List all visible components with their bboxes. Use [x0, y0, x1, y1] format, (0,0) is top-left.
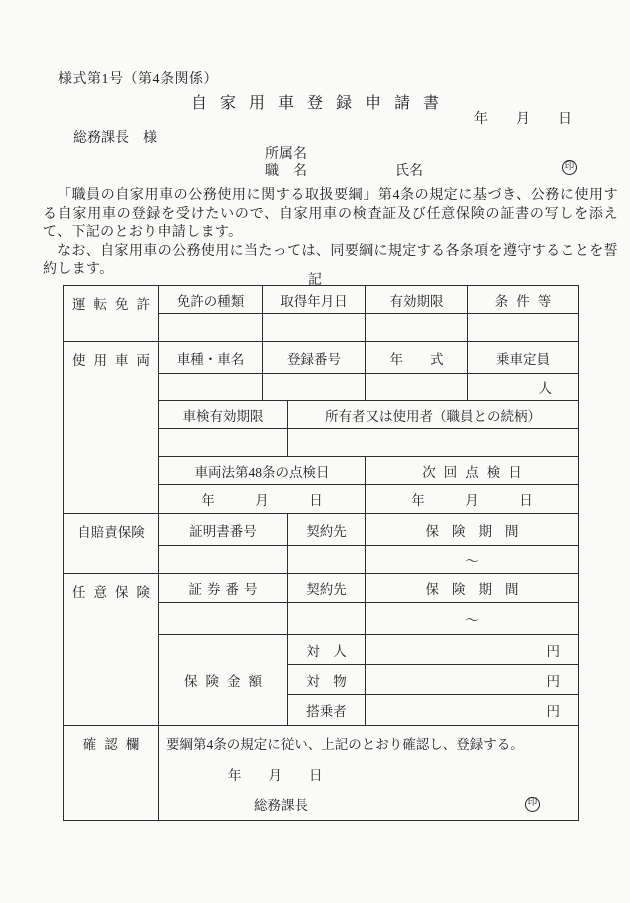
- input-cell-voluntary-contractor: [288, 603, 366, 635]
- header-license-conditions: 条件等: [468, 286, 579, 314]
- input-cell-policy-number: [159, 603, 288, 635]
- header-article48-inspection: 車両法第48条の点検日: [159, 457, 366, 485]
- label-property-damage: 対 物: [288, 665, 366, 695]
- header-owner-user: 所有者又は使用者（職員との続柄）: [288, 401, 579, 429]
- header-inspection-expiry: 車検有効期限: [159, 401, 288, 429]
- label-insurance-amount: 保険金額: [159, 635, 288, 726]
- table-row: [64, 726, 579, 821]
- row-label-drivers-license: 運転免許: [64, 286, 159, 342]
- input-cell-license-conditions: [468, 314, 579, 342]
- body-paragraph-1: 「職員の自家用車の公務使用に関する取扱要綱」第4条の規定に基づき、公務に使用する自家用車の登録を受けたいので、自家用車の検査証及び任意保険の証書の写しを添えて、下記のとおり申請します。: [43, 188, 618, 241]
- input-cell-next-inspection-date: 年 月 日: [366, 485, 579, 514]
- record-marker: 記: [308, 273, 322, 288]
- header-compulsory-period: 保険期間: [366, 514, 579, 546]
- input-cell-certificate-number: [159, 546, 288, 574]
- input-cell-inspection-expiry: [159, 429, 288, 457]
- table-row: [64, 342, 579, 374]
- voluntary-period-tilde: ～: [366, 603, 579, 635]
- header-date-line: 年 月 日: [474, 112, 572, 127]
- header-capacity: 乗車定員: [468, 342, 579, 374]
- confirmation-statement: 要綱第4条の規定に従い、上記のとおり確認し、登録する。: [166, 737, 524, 752]
- row-label-voluntary-insurance: 任意保険: [64, 574, 159, 726]
- input-cell-compulsory-contractor: [288, 546, 366, 574]
- row-label-compulsory-insurance: 自賠責保険: [64, 514, 159, 574]
- header-vehicle-model: 車種・車名: [159, 342, 263, 374]
- position-name-row: [265, 160, 578, 177]
- name-label: 氏名: [395, 164, 423, 179]
- table-row: [64, 286, 579, 314]
- header-certificate-number: 証明書番号: [159, 514, 288, 546]
- label-passenger: 搭乗者: [288, 695, 366, 726]
- header-voluntary-contractor: 契約先: [288, 574, 366, 603]
- table-row: [64, 514, 579, 546]
- position-label: 職 名: [265, 164, 307, 179]
- confirmation-approver: 総務課長: [254, 798, 308, 813]
- addressee: 総務課長 様: [73, 131, 157, 146]
- input-cell-vehicle-model: [159, 374, 263, 401]
- header-policy-number: 証券番号: [159, 574, 288, 603]
- header-license-expiry: 有効期限: [366, 286, 468, 314]
- header-next-inspection: 次回点検日: [366, 457, 579, 485]
- page-title: 自家用車登録申請書: [190, 95, 452, 112]
- label-bodily-injury: 対 人: [288, 635, 366, 665]
- input-cell-registration-number: [263, 374, 366, 401]
- form-number: 様式第1号（第4条関係）: [58, 72, 218, 87]
- input-cell-article48-date: 年 月 日: [159, 485, 366, 514]
- header-acquisition-date: 取得年月日: [263, 286, 366, 314]
- input-cell-owner-user: [288, 429, 579, 457]
- input-cell-license-type: [159, 314, 263, 342]
- property-damage-yen: 円: [366, 665, 579, 695]
- header-voluntary-period: 保険期間: [366, 574, 579, 603]
- approver-seal-stamp-icon: 印: [525, 797, 540, 812]
- table-row: [64, 574, 579, 603]
- confirmation-cell: [159, 726, 579, 821]
- affiliation-label: 所属名: [265, 147, 307, 162]
- passenger-yen: 円: [366, 695, 579, 726]
- confirmation-approver-row: [254, 794, 540, 814]
- row-label-vehicle: 使用車両: [64, 342, 159, 514]
- header-registration-number: 登録番号: [263, 342, 366, 374]
- capacity-unit: 人: [468, 374, 579, 401]
- application-body: [43, 187, 618, 280]
- header-model-year: 年 式: [366, 342, 468, 374]
- row-label-confirmation: 確認欄: [64, 726, 159, 821]
- compulsory-period-tilde: ～: [366, 546, 579, 574]
- confirmation-date-line: 年 月 日: [228, 768, 323, 783]
- registration-table: [63, 285, 579, 821]
- input-cell-acquisition-date: [263, 314, 366, 342]
- header-license-type: 免許の種類: [159, 286, 263, 314]
- header-compulsory-contractor: 契約先: [288, 514, 366, 546]
- bodily-injury-yen: 円: [366, 635, 579, 665]
- body-paragraph-2: なお、自家用車の公務使用に当たっては、同要綱に規定する各条項を遵守することを誓約します。: [43, 243, 618, 278]
- input-cell-model-year: [366, 374, 468, 401]
- seal-stamp-icon: 印: [562, 160, 577, 175]
- input-cell-license-expiry: [366, 314, 468, 342]
